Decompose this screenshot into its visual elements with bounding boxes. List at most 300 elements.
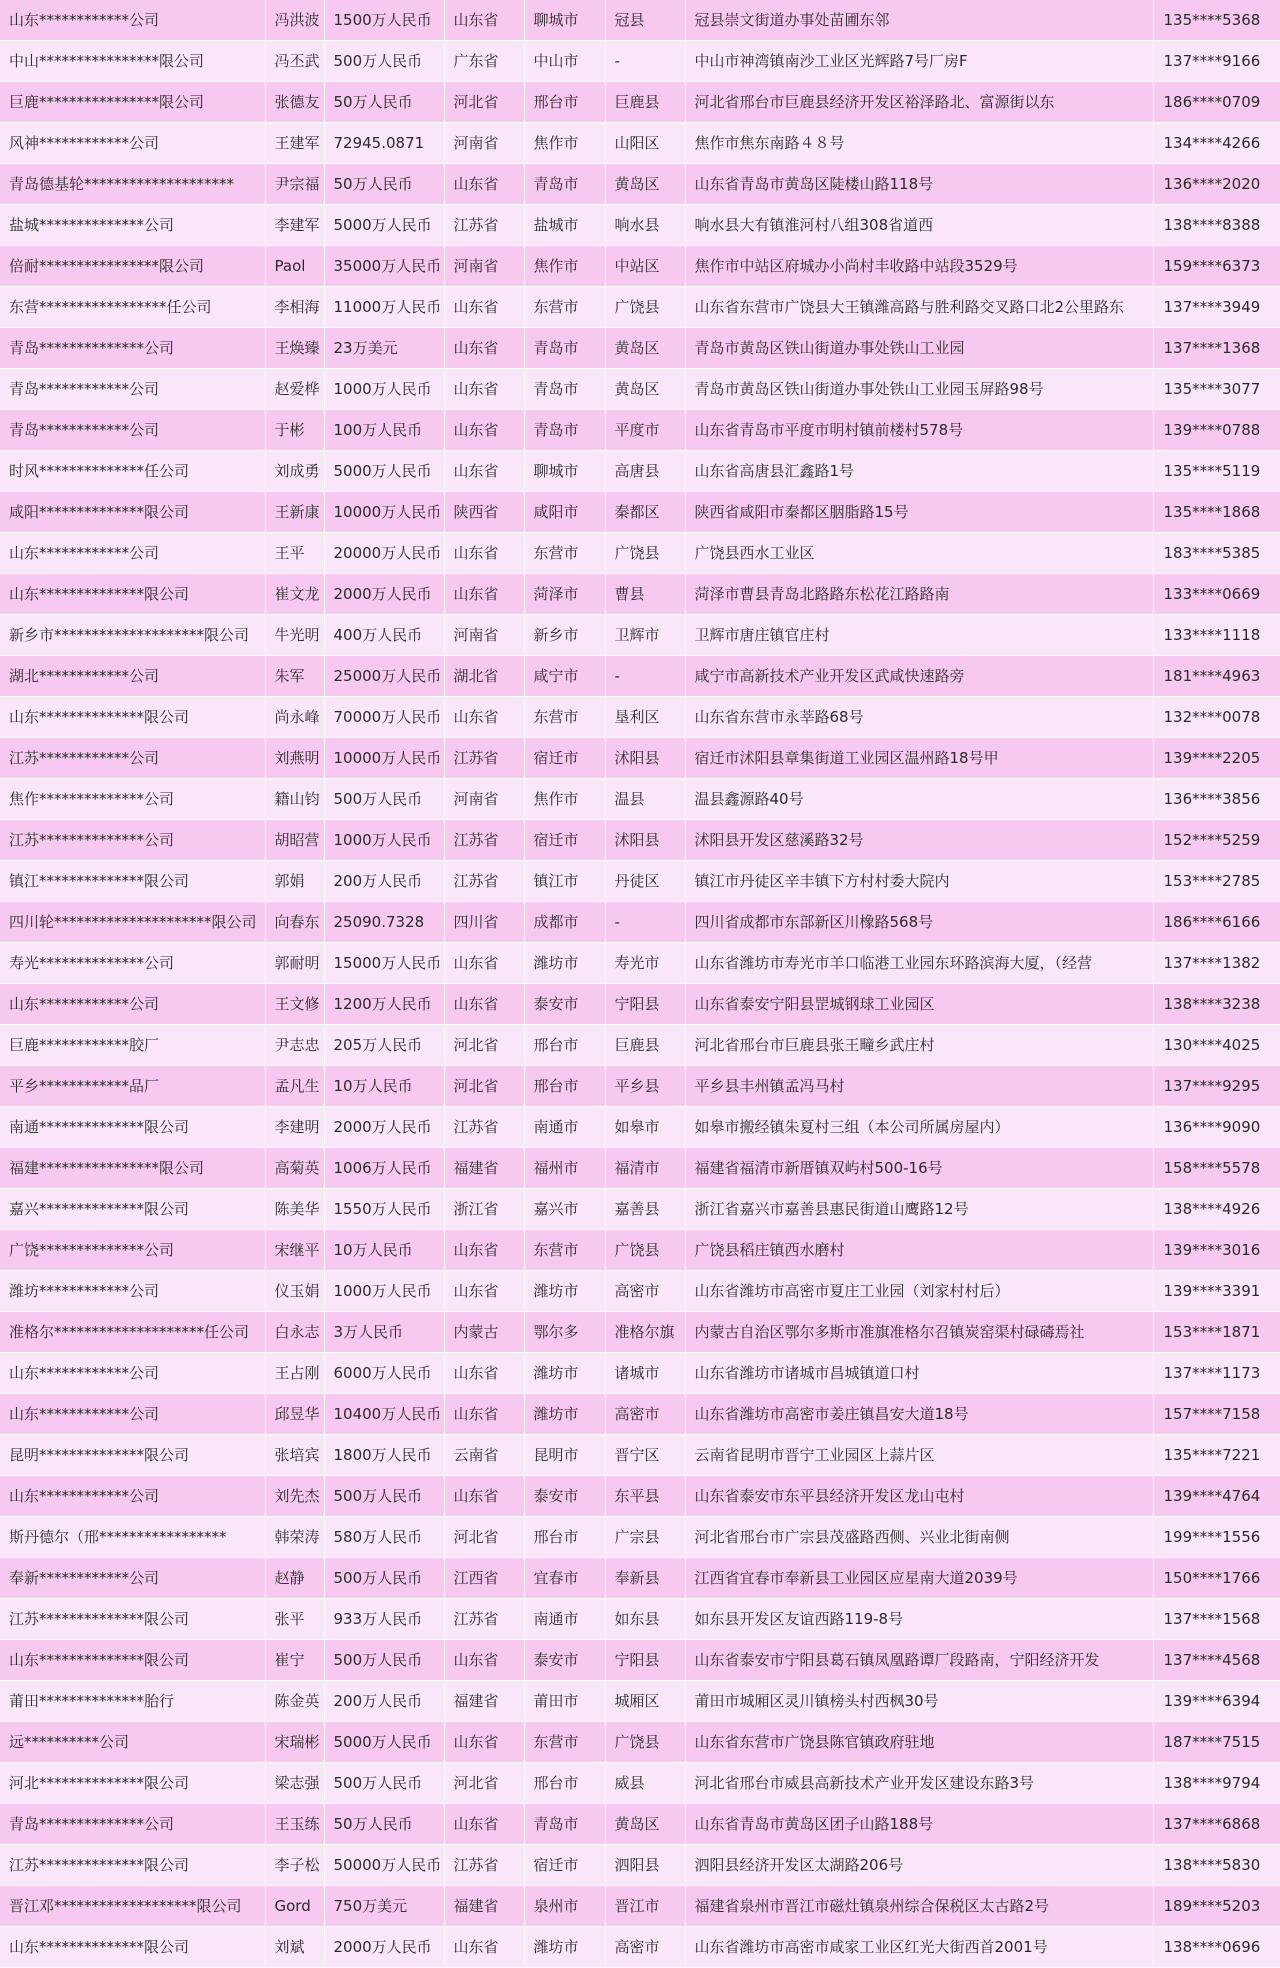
phone-cell: 152****5259 — [1153, 820, 1280, 861]
company-name-cell: 山东**************限公司 — [0, 574, 265, 615]
phone-cell: 138****9794 — [1153, 1763, 1280, 1804]
company-name-cell: 青岛************公司 — [0, 410, 265, 451]
table-row — [0, 615, 1280, 656]
table-row — [0, 1927, 1280, 1968]
phone-cell: 137****1368 — [1153, 328, 1280, 369]
registered-capital-cell: 1000万人民币 — [324, 1271, 444, 1312]
company-name-cell: 江苏**************限公司 — [0, 1599, 265, 1640]
city-cell: 中山市 — [524, 41, 605, 82]
phone-cell: 157****7158 — [1153, 1394, 1280, 1435]
province-cell: 山东省 — [444, 943, 524, 984]
address-cell: 山东省潍坊市寿光市羊口临港工业园东环路滨海大厦，（经营 — [685, 943, 1153, 984]
table-row — [0, 1599, 1280, 1640]
table-row — [0, 779, 1280, 820]
table-row — [0, 1804, 1280, 1845]
company-name-cell: 青岛************公司 — [0, 369, 265, 410]
company-name-cell: 福建****************限公司 — [0, 1148, 265, 1189]
table-row — [0, 1845, 1280, 1886]
legal-rep-cell: 宋继平 — [265, 1230, 324, 1271]
table-row — [0, 697, 1280, 738]
legal-rep-cell: 张培宾 — [265, 1435, 324, 1476]
city-cell: 宿迁市 — [524, 820, 605, 861]
city-cell: 咸宁市 — [524, 656, 605, 697]
company-name-cell: 湖北************公司 — [0, 656, 265, 697]
company-name-cell: 焦作**************公司 — [0, 779, 265, 820]
legal-rep-cell: 孟凡生 — [265, 1066, 324, 1107]
phone-cell: 137****1173 — [1153, 1353, 1280, 1394]
registered-capital-cell: 3万人民币 — [324, 1312, 444, 1353]
district-cell: 黄岛区 — [605, 369, 685, 410]
address-cell: 青岛市黄岛区铁山街道办事处铁山工业园 — [685, 328, 1153, 369]
legal-rep-cell: 刘燕明 — [265, 738, 324, 779]
city-cell: 咸阳市 — [524, 492, 605, 533]
phone-cell: 136****3856 — [1153, 779, 1280, 820]
address-cell: 河北省邢台市威县高新技术产业开发区建设东路3号 — [685, 1763, 1153, 1804]
table-row — [0, 0, 1280, 41]
table-row — [0, 41, 1280, 82]
address-cell: 响水县大有镇淮河村八组308省道西 — [685, 205, 1153, 246]
province-cell: 广东省 — [444, 41, 524, 82]
table-row — [0, 1312, 1280, 1353]
legal-rep-cell: 李建军 — [265, 205, 324, 246]
district-cell: 中站区 — [605, 246, 685, 287]
phone-cell: 199****1556 — [1153, 1517, 1280, 1558]
legal-rep-cell: Gord — [265, 1886, 324, 1927]
company-name-cell: 山东************公司 — [0, 0, 265, 41]
company-name-cell: 山东**************限公司 — [0, 697, 265, 738]
address-cell: 广饶县稻庄镇西水磨村 — [685, 1230, 1153, 1271]
phone-cell: 136****9090 — [1153, 1107, 1280, 1148]
registered-capital-cell: 200万人民币 — [324, 1681, 444, 1722]
phone-cell: 130****4025 — [1153, 1025, 1280, 1066]
city-cell: 青岛市 — [524, 1804, 605, 1845]
phone-cell: 135****1868 — [1153, 492, 1280, 533]
registered-capital-cell: 72945.0871 — [324, 123, 444, 164]
city-cell: 泰安市 — [524, 1640, 605, 1681]
province-cell: 福建省 — [444, 1148, 524, 1189]
table-row — [0, 1066, 1280, 1107]
table-row — [0, 164, 1280, 205]
city-cell: 宜春市 — [524, 1558, 605, 1599]
registered-capital-cell: 50万人民币 — [324, 1804, 444, 1845]
province-cell: 江苏省 — [444, 1599, 524, 1640]
district-cell: - — [605, 902, 685, 943]
district-cell: 威县 — [605, 1763, 685, 1804]
city-cell: 盐城市 — [524, 205, 605, 246]
phone-cell: 139****4764 — [1153, 1476, 1280, 1517]
province-cell: 山东省 — [444, 369, 524, 410]
phone-cell: 136****2020 — [1153, 164, 1280, 205]
province-cell: 云南省 — [444, 1435, 524, 1476]
company-name-cell: 南通**************限公司 — [0, 1107, 265, 1148]
address-cell: 山东省潍坊市高密市夏庄工业园（刘家村村后） — [685, 1271, 1153, 1312]
table-row — [0, 1148, 1280, 1189]
district-cell: 寿光市 — [605, 943, 685, 984]
address-cell: 咸宁市高新技术产业开发区武咸快速路旁 — [685, 656, 1153, 697]
address-cell: 山东省东营市广饶县大王镇潍高路与胜利路交叉路口北2公里路东 — [685, 287, 1153, 328]
table-row — [0, 1353, 1280, 1394]
province-cell: 福建省 — [444, 1681, 524, 1722]
registered-capital-cell: 933万人民币 — [324, 1599, 444, 1640]
company-name-cell: 远**********公司 — [0, 1722, 265, 1763]
registered-capital-cell: 50万人民币 — [324, 164, 444, 205]
table-row — [0, 1230, 1280, 1271]
city-cell: 泉州市 — [524, 1886, 605, 1927]
phone-cell: 150****1766 — [1153, 1558, 1280, 1599]
company-name-cell: 咸阳**************限公司 — [0, 492, 265, 533]
city-cell: 泰安市 — [524, 1476, 605, 1517]
company-name-cell: 山东************公司 — [0, 1476, 265, 1517]
registered-capital-cell: 10万人民币 — [324, 1230, 444, 1271]
district-cell: 嘉善县 — [605, 1189, 685, 1230]
company-name-cell: 倍耐****************限公司 — [0, 246, 265, 287]
province-cell: 江苏省 — [444, 1845, 524, 1886]
company-name-cell: 时风**************任公司 — [0, 451, 265, 492]
district-cell: 垦利区 — [605, 697, 685, 738]
address-cell: 山东省泰安市宁阳县葛石镇凤凰路谭厂段路南，宁阳经济开发 — [685, 1640, 1153, 1681]
legal-rep-cell: 尚永峰 — [265, 697, 324, 738]
phone-cell: 186****6166 — [1153, 902, 1280, 943]
phone-cell: 189****5203 — [1153, 1886, 1280, 1927]
company-name-cell: 晋江邓*******************限公司 — [0, 1886, 265, 1927]
district-cell: - — [605, 656, 685, 697]
table-row — [0, 533, 1280, 574]
address-cell: 山东省高唐县汇鑫路1号 — [685, 451, 1153, 492]
province-cell: 山东省 — [444, 533, 524, 574]
table-row — [0, 738, 1280, 779]
registered-capital-cell: 1000万人民币 — [324, 820, 444, 861]
district-cell: 黄岛区 — [605, 328, 685, 369]
legal-rep-cell: 朱军 — [265, 656, 324, 697]
province-cell: 山东省 — [444, 0, 524, 41]
province-cell: 山东省 — [444, 287, 524, 328]
province-cell: 江苏省 — [444, 820, 524, 861]
legal-rep-cell: 李建明 — [265, 1107, 324, 1148]
legal-rep-cell: 崔文龙 — [265, 574, 324, 615]
company-name-cell: 盐城**************公司 — [0, 205, 265, 246]
table-row — [0, 328, 1280, 369]
registered-capital-cell: 200万人民币 — [324, 861, 444, 902]
table-row — [0, 1435, 1280, 1476]
legal-rep-cell: 韩荣涛 — [265, 1517, 324, 1558]
city-cell: 南通市 — [524, 1599, 605, 1640]
address-cell: 山东省东营市永莘路68号 — [685, 697, 1153, 738]
city-cell: 鄂尔多 — [524, 1312, 605, 1353]
registered-capital-cell: 205万人民币 — [324, 1025, 444, 1066]
province-cell: 山东省 — [444, 1804, 524, 1845]
province-cell: 山东省 — [444, 1476, 524, 1517]
address-cell: 河北省邢台市广宗县茂盛路西侧、兴业北街南侧 — [685, 1517, 1153, 1558]
province-cell: 河南省 — [444, 615, 524, 656]
table-row — [0, 1271, 1280, 1312]
registered-capital-cell: 500万人民币 — [324, 1558, 444, 1599]
district-cell: 如东县 — [605, 1599, 685, 1640]
phone-cell: 186****0709 — [1153, 82, 1280, 123]
district-cell: 卫辉市 — [605, 615, 685, 656]
table-row — [0, 492, 1280, 533]
legal-rep-cell: 白永志 — [265, 1312, 324, 1353]
company-name-cell: 潍坊************公司 — [0, 1271, 265, 1312]
district-cell: 城厢区 — [605, 1681, 685, 1722]
phone-cell: 138****4926 — [1153, 1189, 1280, 1230]
company-name-cell: 青岛**************公司 — [0, 328, 265, 369]
legal-rep-cell: 胡昭营 — [265, 820, 324, 861]
table-row — [0, 451, 1280, 492]
company-name-cell: 斯丹德尔（邢***************** — [0, 1517, 265, 1558]
province-cell: 河南省 — [444, 123, 524, 164]
address-cell: 浙江省嘉兴市嘉善县惠民街道山鹰路12号 — [685, 1189, 1153, 1230]
legal-rep-cell: 赵静 — [265, 1558, 324, 1599]
district-cell: 沭阳县 — [605, 820, 685, 861]
phone-cell: 133****0669 — [1153, 574, 1280, 615]
province-cell: 内蒙古 — [444, 1312, 524, 1353]
table-row — [0, 820, 1280, 861]
city-cell: 成都市 — [524, 902, 605, 943]
legal-rep-cell: 高菊英 — [265, 1148, 324, 1189]
phone-cell: 135****7221 — [1153, 1435, 1280, 1476]
city-cell: 嘉兴市 — [524, 1189, 605, 1230]
legal-rep-cell: 籍山钧 — [265, 779, 324, 820]
registered-capital-cell: 6000万人民币 — [324, 1353, 444, 1394]
city-cell: 潍坊市 — [524, 1927, 605, 1968]
address-cell: 焦作市焦东南路４８号 — [685, 123, 1153, 164]
registered-capital-cell: 400万人民币 — [324, 615, 444, 656]
city-cell: 东营市 — [524, 287, 605, 328]
city-cell: 潍坊市 — [524, 1271, 605, 1312]
district-cell: 沭阳县 — [605, 738, 685, 779]
legal-rep-cell: 李相海 — [265, 287, 324, 328]
address-cell: 山东省泰安市东平县经济开发区龙山屯村 — [685, 1476, 1153, 1517]
legal-rep-cell: 向春东 — [265, 902, 324, 943]
table-row — [0, 205, 1280, 246]
address-cell: 卫辉市唐庄镇官庄村 — [685, 615, 1153, 656]
address-cell: 泗阳县经济开发区太湖路206号 — [685, 1845, 1153, 1886]
registered-capital-cell: 1006万人民币 — [324, 1148, 444, 1189]
company-name-cell: 巨鹿****************限公司 — [0, 82, 265, 123]
registered-capital-cell: 500万人民币 — [324, 1763, 444, 1804]
legal-rep-cell: 张平 — [265, 1599, 324, 1640]
address-cell: 宿迁市沭阳县章集街道工业园区温州路18号甲 — [685, 738, 1153, 779]
legal-rep-cell: 牛光明 — [265, 615, 324, 656]
legal-rep-cell: 宋瑞彬 — [265, 1722, 324, 1763]
legal-rep-cell: 刘斌 — [265, 1927, 324, 1968]
province-cell: 四川省 — [444, 902, 524, 943]
legal-rep-cell: Paol — [265, 246, 324, 287]
phone-cell: 139****6394 — [1153, 1681, 1280, 1722]
registered-capital-cell: 5000万人民币 — [324, 205, 444, 246]
city-cell: 青岛市 — [524, 164, 605, 205]
phone-cell: 135****3077 — [1153, 369, 1280, 410]
address-cell: 镇江市丹徒区辛丰镇下方村村委大院内 — [685, 861, 1153, 902]
registered-capital-cell: 100万人民币 — [324, 410, 444, 451]
province-cell: 山东省 — [444, 328, 524, 369]
company-name-cell: 山东**************限公司 — [0, 1640, 265, 1681]
legal-rep-cell: 王占刚 — [265, 1353, 324, 1394]
registered-capital-cell: 1500万人民币 — [324, 0, 444, 41]
district-cell: 丹徒区 — [605, 861, 685, 902]
province-cell: 江苏省 — [444, 738, 524, 779]
address-cell: 山东省潍坊市诸城市昌城镇道口村 — [685, 1353, 1153, 1394]
address-cell: 冠县崇文街道办事处苗圃东邻 — [685, 0, 1153, 41]
registered-capital-cell: 750万美元 — [324, 1886, 444, 1927]
registered-capital-cell: 2000万人民币 — [324, 574, 444, 615]
address-cell: 河北省邢台市巨鹿县张王疃乡武庄村 — [685, 1025, 1153, 1066]
legal-rep-cell: 尹宗福 — [265, 164, 324, 205]
phone-cell: 187****7515 — [1153, 1722, 1280, 1763]
legal-rep-cell: 仪玉娟 — [265, 1271, 324, 1312]
district-cell: 平度市 — [605, 410, 685, 451]
city-cell: 青岛市 — [524, 328, 605, 369]
company-name-cell: 平乡************品厂 — [0, 1066, 265, 1107]
company-name-cell: 昆明**************限公司 — [0, 1435, 265, 1476]
address-cell: 内蒙古自治区鄂尔多斯市准旗准格尔召镇炭窑渠村碌碡焉社 — [685, 1312, 1153, 1353]
district-cell: 温县 — [605, 779, 685, 820]
district-cell: 巨鹿县 — [605, 1025, 685, 1066]
province-cell: 山东省 — [444, 697, 524, 738]
company-name-cell: 嘉兴**************限公司 — [0, 1189, 265, 1230]
phone-cell: 135****5368 — [1153, 0, 1280, 41]
legal-rep-cell: 邱昱华 — [265, 1394, 324, 1435]
address-cell: 中山市神湾镇南沙工业区光辉路7号厂房F — [685, 41, 1153, 82]
district-cell: 秦都区 — [605, 492, 685, 533]
company-name-cell: 镇江**************限公司 — [0, 861, 265, 902]
table-row — [0, 1722, 1280, 1763]
province-cell: 陕西省 — [444, 492, 524, 533]
province-cell: 河北省 — [444, 1025, 524, 1066]
registered-capital-cell: 25090.7328 — [324, 902, 444, 943]
city-cell: 青岛市 — [524, 369, 605, 410]
registered-capital-cell: 1800万人民币 — [324, 1435, 444, 1476]
table-row — [0, 1025, 1280, 1066]
phone-cell: 137****6868 — [1153, 1804, 1280, 1845]
phone-cell: 138****3238 — [1153, 984, 1280, 1025]
legal-rep-cell: 崔宁 — [265, 1640, 324, 1681]
phone-cell: 159****6373 — [1153, 246, 1280, 287]
address-cell: 山东省青岛市平度市明村镇前楼村578号 — [685, 410, 1153, 451]
district-cell: 宁阳县 — [605, 1640, 685, 1681]
district-cell: 巨鹿县 — [605, 82, 685, 123]
district-cell: 山阳区 — [605, 123, 685, 164]
phone-cell: 137****4568 — [1153, 1640, 1280, 1681]
district-cell: 平乡县 — [605, 1066, 685, 1107]
province-cell: 山东省 — [444, 1271, 524, 1312]
registered-capital-cell: 500万人民币 — [324, 1476, 444, 1517]
district-cell: 晋宁区 — [605, 1435, 685, 1476]
phone-cell: 135****5119 — [1153, 451, 1280, 492]
registered-capital-cell: 580万人民币 — [324, 1517, 444, 1558]
city-cell: 焦作市 — [524, 246, 605, 287]
table-row — [0, 1681, 1280, 1722]
province-cell: 山东省 — [444, 1640, 524, 1681]
phone-cell: 133****1118 — [1153, 615, 1280, 656]
province-cell: 浙江省 — [444, 1189, 524, 1230]
address-cell: 河北省邢台市巨鹿县经济开发区裕泽路北、富源街以东 — [685, 82, 1153, 123]
registered-capital-cell: 11000万人民币 — [324, 287, 444, 328]
district-cell: 高密市 — [605, 1927, 685, 1968]
table-row — [0, 410, 1280, 451]
city-cell: 昆明市 — [524, 1435, 605, 1476]
province-cell: 江苏省 — [444, 1107, 524, 1148]
company-name-cell: 江苏**************限公司 — [0, 1845, 265, 1886]
registered-capital-cell: 10000万人民币 — [324, 492, 444, 533]
company-name-cell: 广饶**************公司 — [0, 1230, 265, 1271]
registered-capital-cell: 70000万人民币 — [324, 697, 444, 738]
district-cell: 广宗县 — [605, 1517, 685, 1558]
table-row — [0, 902, 1280, 943]
address-cell: 山东省青岛市黄岛区陡楼山路118号 — [685, 164, 1153, 205]
registered-capital-cell: 15000万人民币 — [324, 943, 444, 984]
city-cell: 东营市 — [524, 1230, 605, 1271]
city-cell: 新乡市 — [524, 615, 605, 656]
table-row — [0, 574, 1280, 615]
registered-capital-cell: 1200万人民币 — [324, 984, 444, 1025]
registered-capital-cell: 500万人民币 — [324, 1640, 444, 1681]
registered-capital-cell: 1550万人民币 — [324, 1189, 444, 1230]
province-cell: 山东省 — [444, 410, 524, 451]
registered-capital-cell: 2000万人民币 — [324, 1927, 444, 1968]
table-row — [0, 82, 1280, 123]
legal-rep-cell: 王玉练 — [265, 1804, 324, 1845]
phone-cell: 138****0696 — [1153, 1927, 1280, 1968]
company-name-cell: 巨鹿************胶厂 — [0, 1025, 265, 1066]
legal-rep-cell: 张德友 — [265, 82, 324, 123]
registered-capital-cell: 35000万人民币 — [324, 246, 444, 287]
city-cell: 宿迁市 — [524, 738, 605, 779]
district-cell: 黄岛区 — [605, 1804, 685, 1845]
province-cell: 江苏省 — [444, 861, 524, 902]
company-name-cell: 中山****************限公司 — [0, 41, 265, 82]
legal-rep-cell: 陈美华 — [265, 1189, 324, 1230]
address-cell: 山东省泰安宁阳县罡城钢球工业园区 — [685, 984, 1153, 1025]
city-cell: 南通市 — [524, 1107, 605, 1148]
address-cell: 陕西省咸阳市秦都区胭脂路15号 — [685, 492, 1153, 533]
district-cell: 准格尔旗 — [605, 1312, 685, 1353]
city-cell: 青岛市 — [524, 410, 605, 451]
table-row — [0, 1558, 1280, 1599]
company-name-cell: 寿光**************公司 — [0, 943, 265, 984]
address-cell: 平乡县丰州镇孟冯马村 — [685, 1066, 1153, 1107]
company-name-cell: 奉新************公司 — [0, 1558, 265, 1599]
legal-rep-cell: 李子松 — [265, 1845, 324, 1886]
phone-cell: 137****9295 — [1153, 1066, 1280, 1107]
address-cell: 云南省昆明市晋宁工业园区上蒜片区 — [685, 1435, 1153, 1476]
company-name-cell: 山东**************限公司 — [0, 1927, 265, 1968]
company-name-cell: 江苏************公司 — [0, 738, 265, 779]
province-cell: 河北省 — [444, 1066, 524, 1107]
city-cell: 聊城市 — [524, 0, 605, 41]
province-cell: 河南省 — [444, 246, 524, 287]
province-cell: 福建省 — [444, 1886, 524, 1927]
district-cell: 广饶县 — [605, 533, 685, 574]
registered-capital-cell: 25000万人民币 — [324, 656, 444, 697]
province-cell: 河北省 — [444, 1763, 524, 1804]
address-cell: 福建省福清市新厝镇双屿村500-16号 — [685, 1148, 1153, 1189]
company-name-cell: 莆田**************胎行 — [0, 1681, 265, 1722]
registered-capital-cell: 50万人民币 — [324, 82, 444, 123]
district-cell: 曹县 — [605, 574, 685, 615]
table-row — [0, 1763, 1280, 1804]
legal-rep-cell: 冯洪波 — [265, 0, 324, 41]
province-cell: 山东省 — [444, 451, 524, 492]
table-row — [0, 369, 1280, 410]
registered-capital-cell: 10000万人民币 — [324, 738, 444, 779]
table-row — [0, 287, 1280, 328]
registered-capital-cell: 5000万人民币 — [324, 1722, 444, 1763]
legal-rep-cell: 郭耐明 — [265, 943, 324, 984]
phone-cell: 153****2785 — [1153, 861, 1280, 902]
table-row — [0, 1476, 1280, 1517]
province-cell: 山东省 — [444, 1394, 524, 1435]
